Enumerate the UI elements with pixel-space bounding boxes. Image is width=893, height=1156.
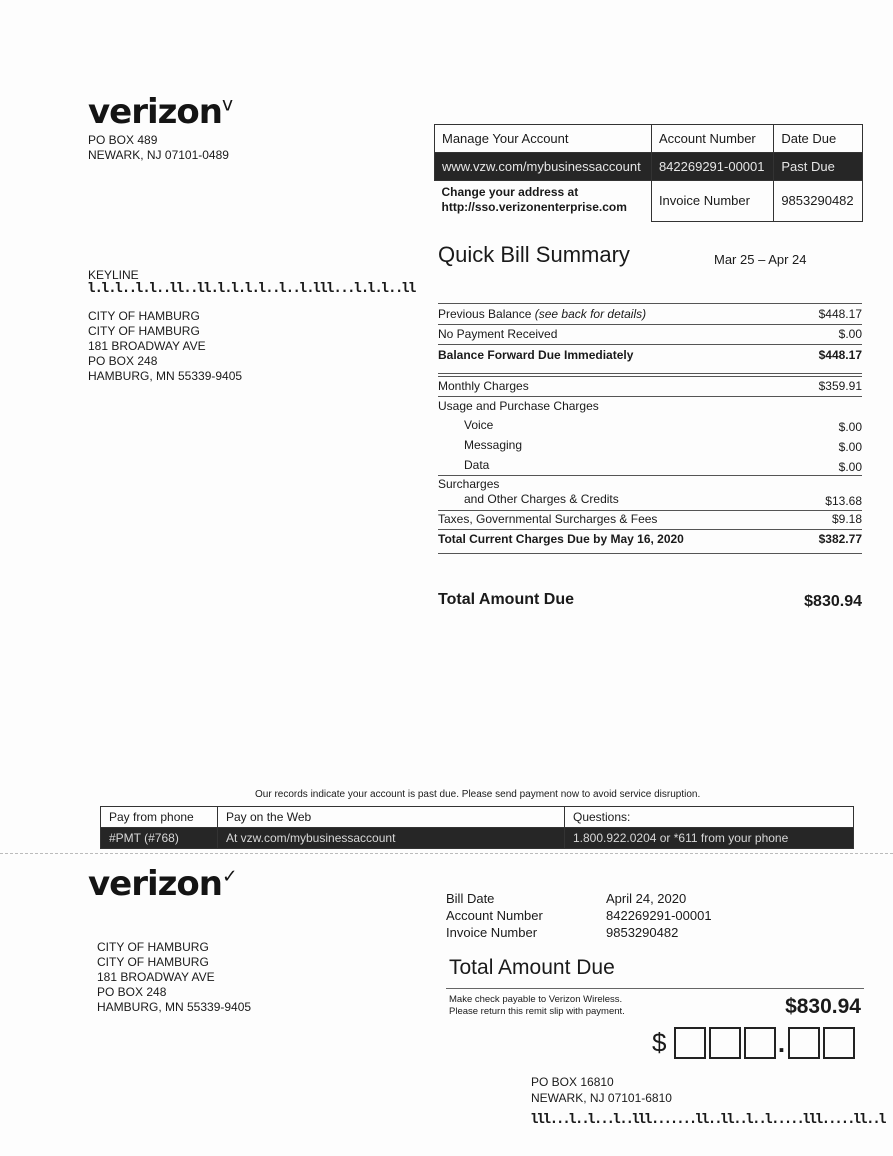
remit-recipient-line: CITY OF HAMBURG bbox=[97, 940, 209, 954]
return-address-line: NEWARK, NJ 07101-0489 bbox=[88, 148, 229, 162]
remit-amount: $830.94 bbox=[785, 995, 861, 1018]
questions-phone-value[interactable]: 1.800.922.0204 or *611 from your phone bbox=[565, 828, 854, 849]
recipient-line: PO BOX 248 bbox=[88, 354, 158, 368]
summary-divider bbox=[438, 396, 862, 397]
summary-divider bbox=[438, 376, 862, 377]
change-address-line: Change your address at bbox=[441, 185, 579, 199]
manage-account-label: Manage Your Account bbox=[435, 125, 652, 153]
account-number-label: Account Number bbox=[651, 125, 773, 153]
summary-value: $448.17 bbox=[818, 348, 862, 362]
summary-value: $448.17 bbox=[818, 307, 862, 321]
recipient-line: CITY OF HAMBURG bbox=[88, 324, 200, 338]
pay-web-label: Pay on the Web bbox=[218, 807, 565, 828]
summary-row-data bbox=[438, 458, 862, 474]
summary-row-total-current bbox=[438, 532, 862, 546]
summary-divider bbox=[438, 344, 862, 345]
remit-invoice-number-label: Invoice Number bbox=[446, 925, 538, 940]
summary-row-messaging bbox=[438, 438, 862, 454]
summary-label: Balance Forward Due Immediately bbox=[438, 348, 634, 362]
dollar-sign: $ bbox=[652, 1027, 667, 1058]
summary-divider bbox=[438, 373, 862, 374]
recipient-address bbox=[88, 309, 242, 384]
previous-balance-label: Previous Balance bbox=[438, 307, 532, 321]
return-address bbox=[88, 133, 229, 163]
summary-label: Messaging bbox=[464, 438, 523, 452]
cents-digit-box[interactable] bbox=[788, 1027, 820, 1059]
invoice-number-label: Invoice Number bbox=[651, 181, 773, 222]
postal-barcode: l.l.l..l.l..ll..ll.l.l.l.l..l..l.lll...l.l.l..ll bbox=[88, 281, 416, 296]
summary-label: No Payment Received bbox=[438, 327, 558, 341]
remit-account-number-value: 842269291-00001 bbox=[606, 908, 712, 923]
summary-label: Usage and Purchase Charges bbox=[438, 399, 599, 413]
summary-value: $382.77 bbox=[818, 532, 862, 546]
account-info-table bbox=[434, 124, 863, 222]
pay-phone-label: Pay from phone bbox=[101, 807, 218, 828]
summary-label: Voice bbox=[464, 418, 494, 432]
payto-line: NEWARK, NJ 07101-6810 bbox=[531, 1091, 672, 1105]
summary-row-usage bbox=[438, 399, 862, 413]
previous-balance-note: (see back for details) bbox=[534, 307, 647, 321]
summary-label: Data bbox=[464, 458, 490, 472]
bill-date-label: Bill Date bbox=[446, 891, 495, 906]
remit-recipient-address bbox=[97, 940, 251, 1015]
change-address-url[interactable]: http://sso.verizonenterprise.com bbox=[441, 200, 627, 214]
summary-title: Quick Bill Summary bbox=[438, 242, 630, 267]
cents-digit-box[interactable] bbox=[823, 1027, 855, 1059]
logo-check-icon: v bbox=[222, 94, 233, 116]
change-address-note bbox=[435, 181, 652, 222]
date-due-value: Past Due bbox=[774, 153, 863, 181]
remit-account-number-label: Account Number bbox=[446, 908, 543, 923]
remit-instructions bbox=[449, 994, 625, 1018]
amount-digit-box[interactable] bbox=[744, 1027, 776, 1059]
summary-value: $.00 bbox=[838, 440, 862, 454]
remit-detail-values bbox=[606, 890, 712, 941]
summary-divider bbox=[438, 510, 862, 511]
remit-recipient-line: PO BOX 248 bbox=[97, 985, 167, 999]
remit-logo-text: verizon bbox=[88, 864, 222, 904]
summary-value: $.00 bbox=[838, 420, 862, 434]
summary-divider bbox=[438, 475, 862, 476]
remit-divider bbox=[446, 988, 864, 989]
summary-label: Surcharges bbox=[438, 477, 500, 491]
summary-value: $13.68 bbox=[825, 494, 862, 508]
summary-divider bbox=[438, 529, 862, 530]
payto-address bbox=[531, 1074, 672, 1106]
payment-options-table bbox=[100, 806, 854, 849]
remit-recipient-line: HAMBURG, MN 55339-9405 bbox=[97, 1000, 252, 1014]
pay-phone-value[interactable]: #PMT (#768) bbox=[101, 828, 218, 849]
summary-label: Taxes, Governmental Surcharges & Fees bbox=[438, 512, 658, 526]
bill-date-value: April 24, 2020 bbox=[606, 891, 687, 906]
summary-row-voice bbox=[438, 418, 862, 434]
summary-row-monthly bbox=[438, 379, 862, 393]
remit-instruction-line: Make check payable to Verizon Wireless. bbox=[449, 994, 623, 1005]
summary-value: $.00 bbox=[838, 327, 862, 341]
summary-label: Total Current Charges Due by May 16, 2020 bbox=[438, 532, 684, 546]
summary-divider bbox=[438, 303, 862, 304]
remit-postal-barcode: lll...l..l...l..lll.......ll..ll..l..l.....lll.....ll..l bbox=[531, 1112, 886, 1127]
past-due-notice: Our records indicate your account is past due. Please send payment now to avoid service disruption. bbox=[255, 789, 701, 800]
keyline-label: KEYLINE bbox=[88, 268, 139, 282]
decimal-point: . bbox=[777, 1027, 786, 1058]
pay-web-link[interactable]: At vzw.com/mybusinessaccount bbox=[218, 828, 565, 849]
payto-line: PO BOX 16810 bbox=[531, 1075, 614, 1089]
questions-label: Questions: bbox=[565, 807, 854, 828]
perforation-line bbox=[0, 853, 893, 854]
verizon-logo bbox=[88, 92, 232, 132]
amount-enclosed-boxes bbox=[652, 1027, 855, 1059]
summary-row-previous-balance bbox=[438, 307, 862, 321]
summary-label: Monthly Charges bbox=[438, 379, 529, 393]
summary-row-other-charges bbox=[438, 492, 862, 508]
remit-details bbox=[446, 890, 543, 941]
remit-verizon-logo bbox=[88, 864, 237, 904]
remit-logo-check-icon: ✓ bbox=[222, 866, 237, 888]
logo-text: verizon bbox=[88, 92, 222, 132]
date-due-label: Date Due bbox=[774, 125, 863, 153]
account-website-link[interactable]: www.vzw.com/mybusinessaccount bbox=[435, 153, 652, 181]
amount-digit-box[interactable] bbox=[709, 1027, 741, 1059]
summary-label: and Other Charges & Credits bbox=[464, 492, 619, 506]
invoice-number-value: 9853290482 bbox=[774, 181, 863, 222]
return-address-line: PO BOX 489 bbox=[88, 133, 158, 147]
recipient-line: CITY OF HAMBURG bbox=[88, 309, 200, 323]
summary-row-no-payment bbox=[438, 327, 862, 341]
recipient-line: HAMBURG, MN 55339-9405 bbox=[88, 369, 243, 383]
remit-recipient-line: 181 BROADWAY AVE bbox=[97, 970, 215, 984]
amount-digit-box[interactable] bbox=[674, 1027, 706, 1059]
summary-divider bbox=[438, 553, 862, 554]
summary-value: $359.91 bbox=[818, 379, 862, 393]
summary-value: $9.18 bbox=[831, 512, 862, 526]
recipient-line: 181 BROADWAY AVE bbox=[88, 339, 206, 353]
account-number-value: 842269291-00001 bbox=[651, 153, 773, 181]
remit-total-label: Total Amount Due bbox=[449, 956, 615, 979]
summary-label bbox=[438, 307, 646, 321]
summary-row-surcharges bbox=[438, 477, 862, 491]
remit-recipient-line: CITY OF HAMBURG bbox=[97, 955, 209, 969]
summary-row-balance-forward bbox=[438, 348, 862, 362]
summary-row-taxes bbox=[438, 512, 862, 526]
remit-invoice-number-value: 9853290482 bbox=[606, 925, 679, 940]
total-amount-value: $830.94 bbox=[804, 593, 862, 610]
total-amount-label: Total Amount Due bbox=[438, 591, 574, 608]
remit-instruction-line: Please return this remit slip with payment. bbox=[449, 1006, 625, 1017]
summary-divider bbox=[438, 324, 862, 325]
billing-period: Mar 25 – Apr 24 bbox=[714, 252, 807, 267]
summary-value: $.00 bbox=[838, 460, 862, 474]
